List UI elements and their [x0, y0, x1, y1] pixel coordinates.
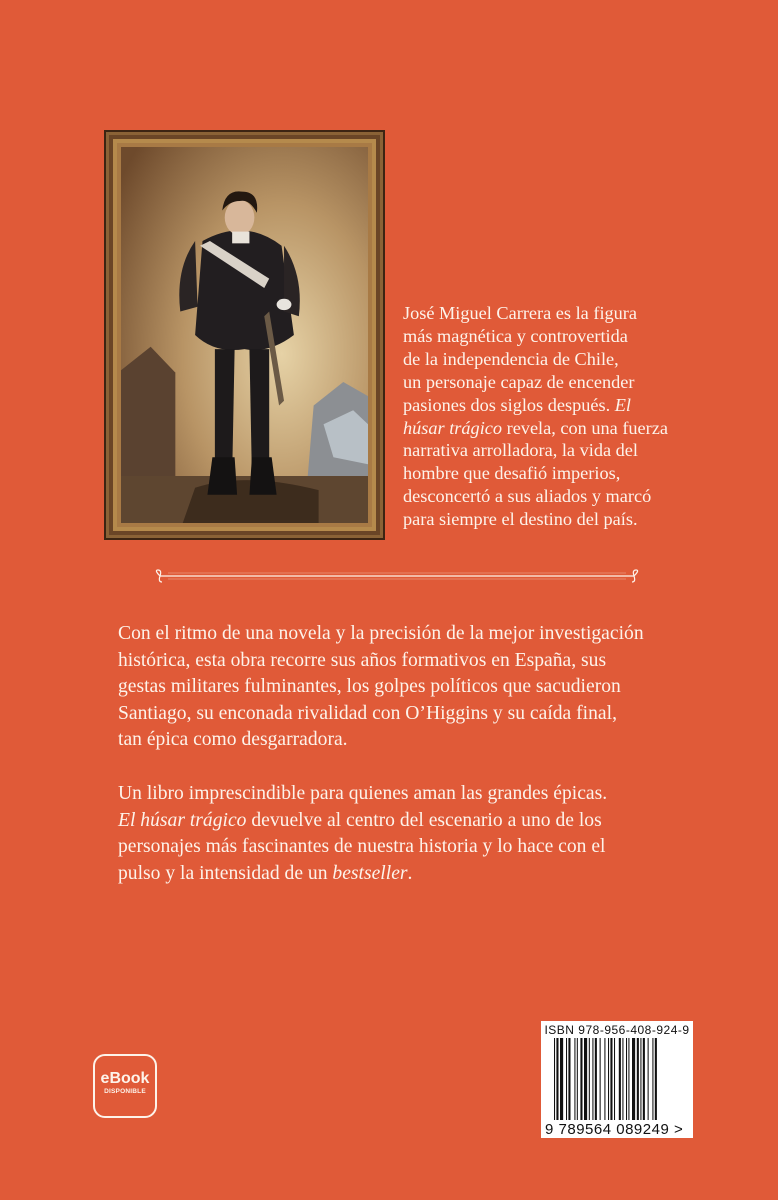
paragraph-line: Un libro imprescindible para quienes aman las grandes épicas. — [118, 782, 608, 804]
barcode-bar — [604, 1038, 605, 1120]
blurb-line — [403, 394, 695, 417]
barcode-bar — [626, 1038, 627, 1120]
paragraph-line-text: devuelve al centro del escenario a uno de los — [246, 809, 602, 831]
blurb-line: hombre que desafió imperios, — [403, 463, 621, 484]
barcode-bar — [566, 1038, 567, 1120]
barcode-bar — [560, 1038, 563, 1120]
paragraph-line: tan épica como desgarradora. — [118, 729, 348, 751]
paragraph-line: Con el ritmo de una novela y la precisión de la mejor investigación — [118, 623, 644, 644]
barcode-bar — [652, 1038, 653, 1120]
barcode-bar — [577, 1038, 578, 1120]
paragraph-line: Santiago, su enconada rivalidad con O’Higgins y su caída final, — [118, 702, 617, 724]
barcode-bar — [592, 1038, 593, 1120]
barcode-bar — [568, 1038, 570, 1120]
barcode-bar — [574, 1038, 575, 1120]
barcode-bar — [595, 1038, 597, 1120]
blurb-line: más magnética y controvertida — [403, 325, 628, 346]
blurb-line: para siempre el destino del país. — [403, 509, 638, 530]
blurb-line: desconcertó a sus aliados y marcó — [403, 486, 652, 507]
ebook-label: eBook — [100, 1070, 150, 1087]
book-title-italic: húsar trágico — [403, 417, 503, 438]
barcode-bar — [580, 1038, 582, 1120]
barcode-bar — [643, 1038, 645, 1120]
book-title-italic: El — [614, 394, 632, 415]
barcode-bar — [556, 1038, 558, 1120]
paragraph-line: histórica, esta obra recorre sus años formativos en España, sus — [118, 649, 607, 671]
blurb-line: un personaje capaz de encender — [403, 371, 635, 392]
blurb-line — [403, 417, 695, 440]
blurb-line: de la independencia de Chile, — [403, 348, 619, 369]
barcode-bar — [614, 1038, 615, 1120]
barcode-bar — [600, 1038, 601, 1120]
isbn-barcode — [541, 1021, 693, 1138]
paragraph-line — [118, 808, 678, 835]
barcode-bar — [648, 1038, 649, 1120]
portrait-frame — [104, 130, 385, 540]
barcode-bar — [632, 1038, 635, 1120]
paragraph-line-text: pulso y la intensidad de un — [118, 862, 333, 884]
blurb-line-text: revela, con una fuerza — [502, 417, 668, 438]
ebook-available-label: DISPONIBLE — [104, 1088, 146, 1095]
barcode-bar — [619, 1038, 621, 1120]
blurb-text — [403, 302, 695, 531]
ornamental-divider — [152, 569, 642, 583]
isbn-label: ISBN 978-956-408-924-9 — [544, 1023, 690, 1037]
barcode-bar — [584, 1038, 587, 1120]
barcode-bar — [655, 1038, 657, 1120]
barcode-bar — [554, 1038, 555, 1120]
barcode-bar — [608, 1038, 609, 1120]
paragraph-line — [118, 861, 678, 888]
barcode-bar — [589, 1038, 590, 1120]
barcode-bar — [628, 1038, 629, 1120]
description-body — [118, 621, 678, 887]
paragraph-line: personajes más fascinantes de nuestra historia y lo hace con el — [118, 836, 606, 858]
bestseller-italic: bestseller — [332, 862, 408, 884]
barcode-bar — [637, 1038, 639, 1120]
barcode-digits: 9 789564 089249 > — [545, 1121, 684, 1138]
barcode-bar — [610, 1038, 612, 1120]
barcode-bar — [640, 1038, 641, 1120]
blurb-line: José Miguel Carrera es la figura — [403, 303, 638, 323]
portrait-painting — [121, 147, 368, 523]
paragraph-line-text: . — [407, 862, 413, 884]
ebook-available-badge — [93, 1054, 157, 1118]
barcode-bar — [622, 1038, 623, 1120]
paragraph-line: gestas militares fulminantes, los golpes políticos que sacudieron — [118, 676, 621, 698]
barcode-bars — [554, 1038, 687, 1120]
blurb-line-text: pasiones dos siglos después. — [403, 394, 611, 415]
blurb-line: narrativa arrolladora, la vida del — [403, 440, 638, 461]
book-title-italic: El húsar trágico — [118, 809, 247, 831]
